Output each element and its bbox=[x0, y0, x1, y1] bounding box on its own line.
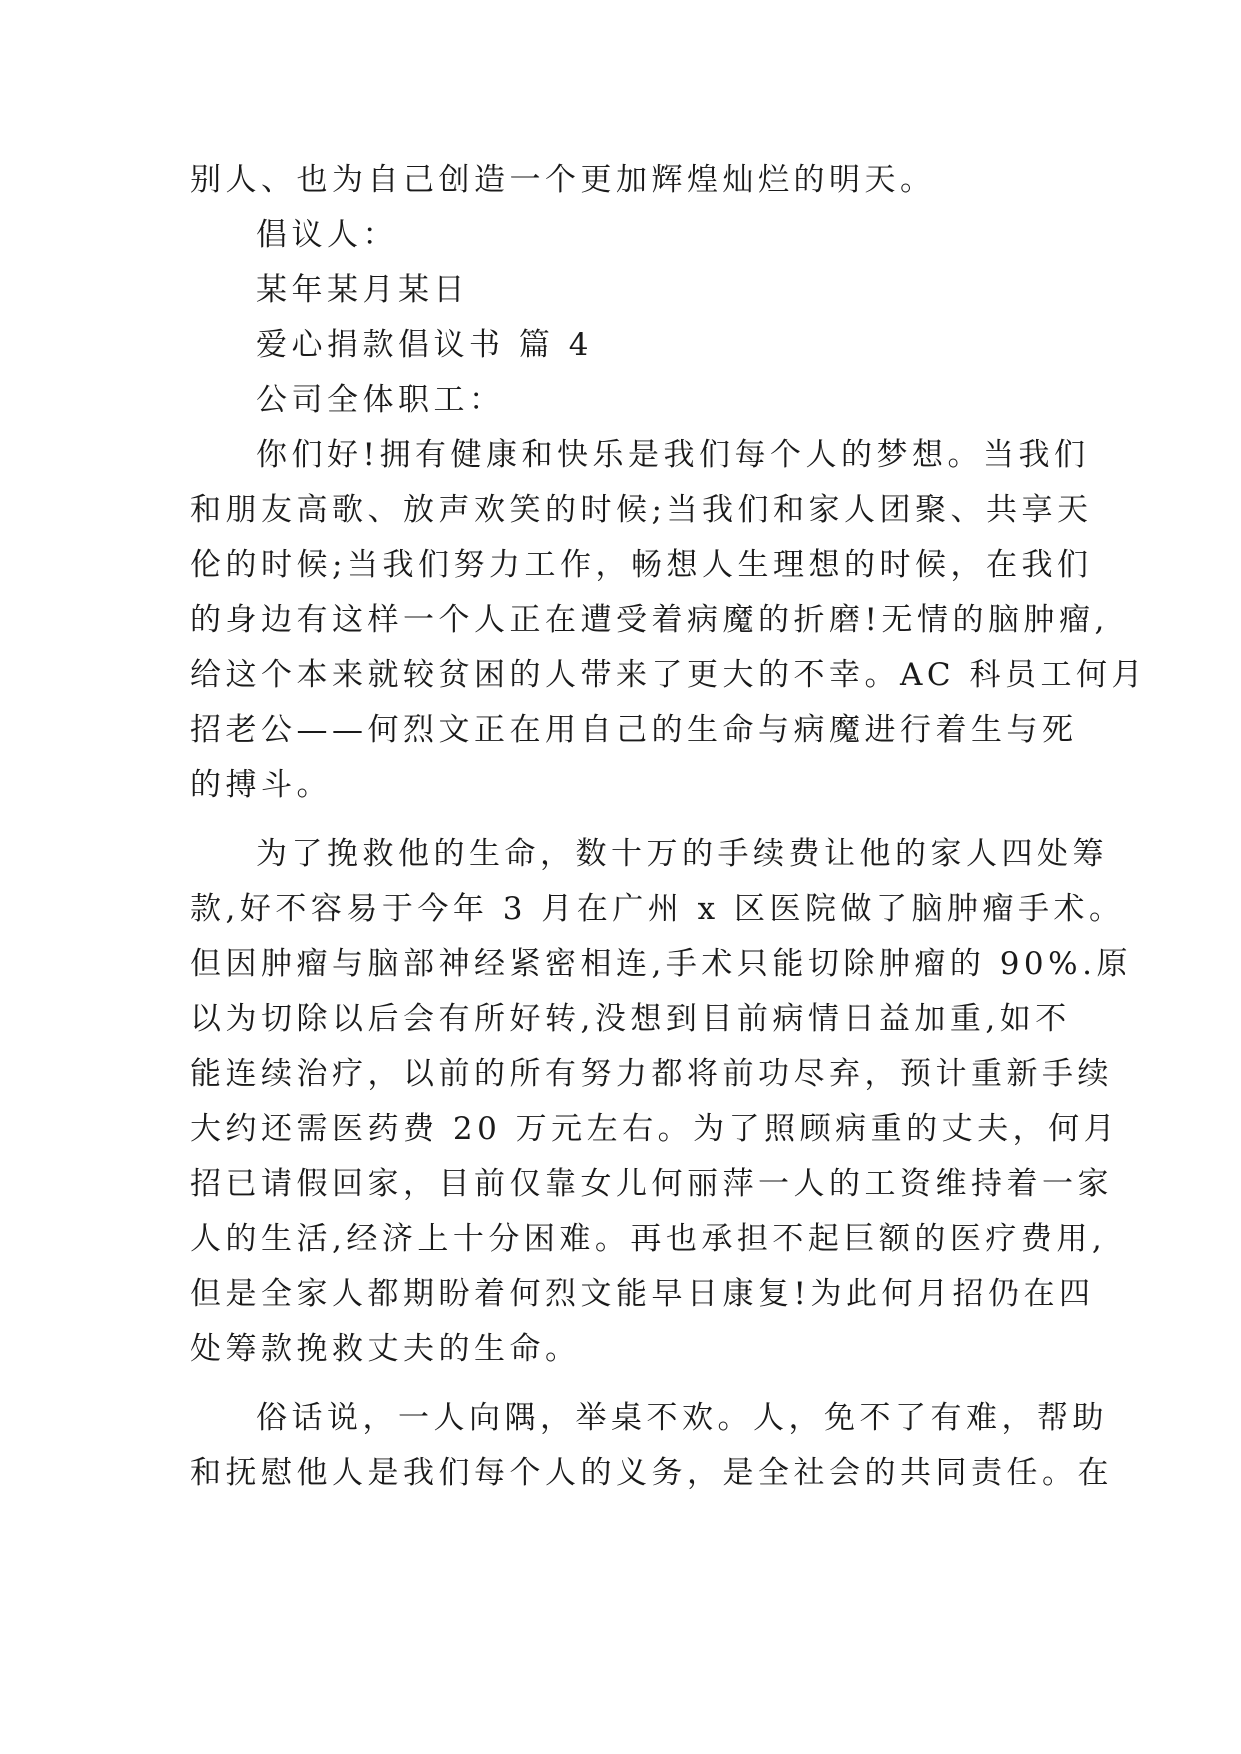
paragraph-line: 和朋友高歌、放声欢笑的时候;当我们和家人团聚、共享天 bbox=[190, 492, 1093, 528]
date-line: 某年某月某日 bbox=[256, 272, 469, 308]
paragraph-line: 处筹款挽救丈夫的生命。 bbox=[190, 1331, 581, 1367]
paragraph-line: 招已请假回家，目前仅靠女儿何丽萍一人的工资维持着一家 bbox=[190, 1166, 1113, 1202]
paragraph-gap bbox=[190, 813, 1060, 827]
paragraph-line: 以为切除以后会有所好转,没想到目前病情日益加重,如不 bbox=[190, 1001, 1071, 1037]
paragraph-line: 招老公——何烈文正在用自己的生命与病魔进行着生与死 bbox=[190, 712, 1078, 748]
document-body bbox=[190, 153, 1147, 1501]
paragraph-line: 和抚慰他人是我们每个人的义务，是全社会的共同责任。在 bbox=[190, 1455, 1113, 1491]
paragraph-line: 给这个本来就较贫困的人带来了更大的不幸。AC 科员工何月 bbox=[190, 657, 1147, 693]
paragraph-line: 别人、也为自己创造一个更加辉煌灿烂的明天。 bbox=[190, 162, 936, 198]
paragraph-line: 你们好!拥有健康和快乐是我们每个人的梦想。当我们 bbox=[256, 437, 1090, 473]
paragraph-line: 为了挽救他的生命，数十万的手续费让他的家人四处筹 bbox=[256, 836, 1108, 872]
paragraph-line: 款,好不容易于今年 3 月在广州 x 区医院做了脑肿瘤手术。 bbox=[190, 891, 1125, 927]
paragraph-line: 但是全家人都期盼着何烈文能早日康复!为此何月招仍在四 bbox=[190, 1276, 1095, 1312]
paragraph-gap bbox=[190, 1377, 1060, 1391]
salutation: 公司全体职工： bbox=[256, 382, 505, 418]
paragraph-line: 人的生活,经济上十分困难。再也承担不起巨额的医疗费用, bbox=[190, 1221, 1107, 1257]
section-title: 爱心捐款倡议书 篇 4 bbox=[256, 327, 593, 363]
paragraph-line: 大约还需医药费 20 万元左右。为了照顾病重的丈夫，何月 bbox=[190, 1111, 1120, 1147]
proposer-label: 倡议人： bbox=[256, 217, 398, 253]
paragraph-line: 能连续治疗，以前的所有努力都将前功尽弃，预计重新手续 bbox=[190, 1056, 1113, 1092]
paragraph-line: 俗话说，一人向隅，举桌不欢。人，免不了有难，帮助 bbox=[256, 1400, 1108, 1436]
paragraph-line: 伦的时候;当我们努力工作，畅想人生理想的时候，在我们 bbox=[190, 547, 1093, 583]
paragraph-line: 的搏斗。 bbox=[190, 767, 332, 803]
paragraph-line: 但因肿瘤与脑部神经紧密相连,手术只能切除肿瘤的 90%.原 bbox=[190, 946, 1132, 982]
paragraph-line: 的身边有这样一个人正在遭受着病魔的折磨!无情的脑肿瘤, bbox=[190, 602, 1109, 638]
